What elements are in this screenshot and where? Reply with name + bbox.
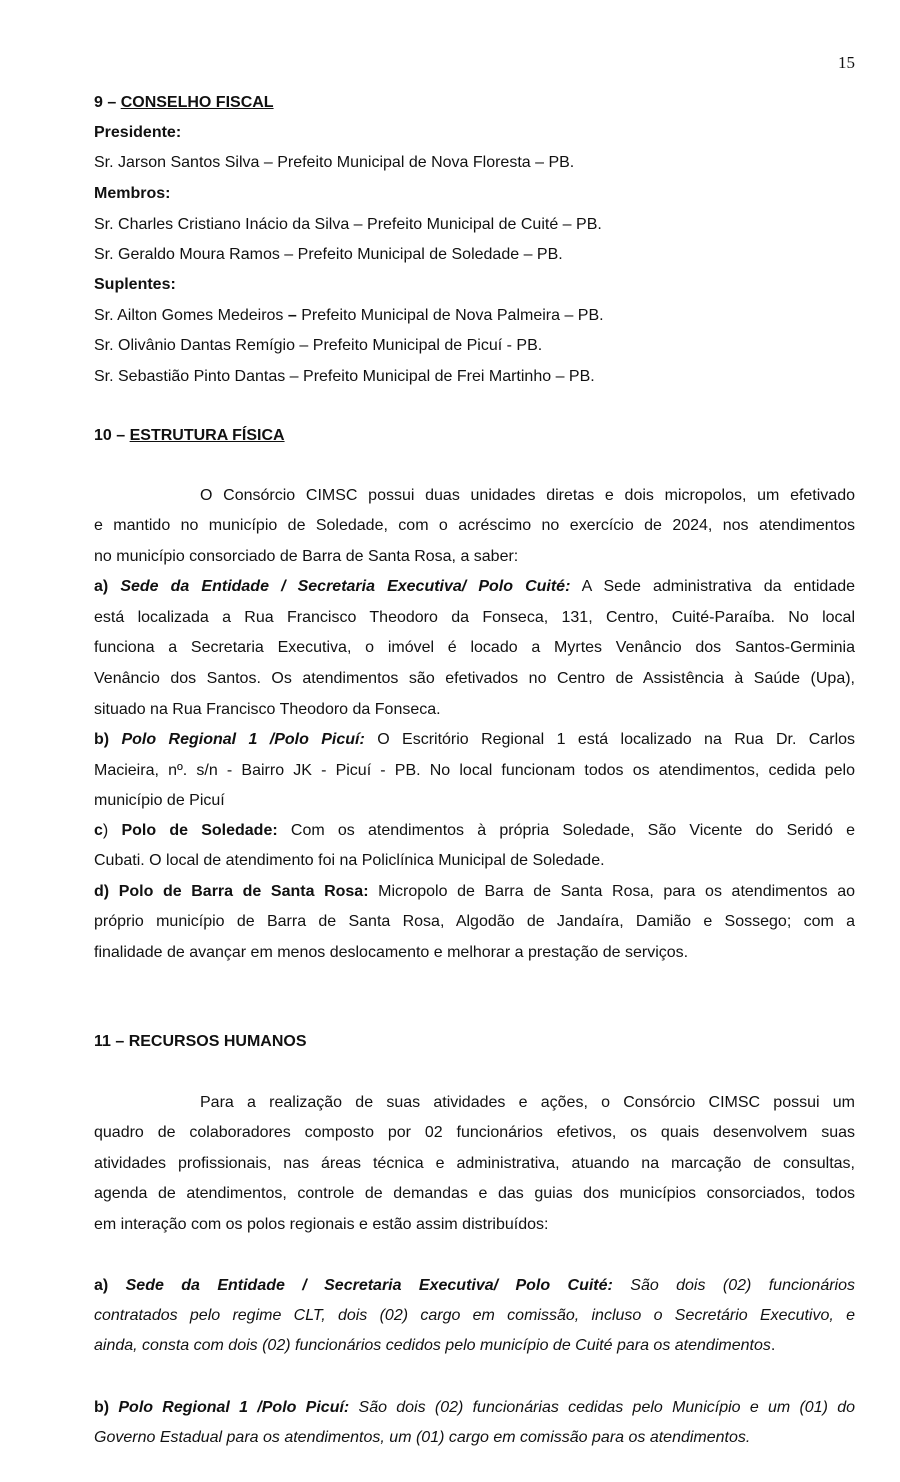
paragraph-line [94, 542, 855, 572]
text-run: quadro de colaboradores composto por 02 funcionários efetivos, os quais desenvolvem suas [94, 1124, 855, 1141]
text-run: Prefeito Municipal de Nova Palmeira – PB. [296, 307, 604, 324]
paragraph-line [94, 1301, 855, 1331]
paragraph-line [94, 1331, 855, 1361]
section-heading [94, 421, 855, 451]
text-run: Sr. Geraldo Moura Ramos – Prefeito Municipal de Soledade – PB. [94, 246, 563, 263]
paragraph-line [94, 1179, 855, 1209]
paragraph-line [94, 603, 855, 633]
text-run: CONSELHO FISCAL [120, 94, 274, 111]
text-run: Sr. Sebastião Pinto Dantas – Prefeito Municipal de Frei Martinho – PB. [94, 368, 595, 385]
text-run: Micropolo de Barra de Santa Rosa, para os atendimentos ao [368, 883, 856, 900]
text-run: ESTRUTURA FÍSICA [129, 427, 285, 444]
paragraph-line [94, 877, 855, 907]
text-run: Sr. Olivânio Dantas Remígio – Prefeito Municipal de Picuí - PB. [94, 337, 543, 354]
paragraph-line [94, 1210, 855, 1240]
text-run: 10 – [94, 427, 130, 444]
text-run: Com os atendimentos à própria Soledade, São Vicente do Seridó e [277, 822, 855, 839]
paragraph-line [94, 725, 855, 755]
paragraph-line [94, 1423, 855, 1453]
paragraph-line [94, 1271, 855, 1301]
paragraph-line [94, 1149, 855, 1179]
paragraph-line [94, 1393, 855, 1423]
text-run: d) Polo de Barra de Santa Rosa: [94, 883, 369, 900]
page-number: 15 [838, 53, 855, 72]
text-run: a) [94, 1277, 126, 1294]
text-run: 11 – RECURSOS HUMANOS [94, 1033, 307, 1050]
text-run: Membros: [94, 185, 171, 202]
text-run: O Escritório Regional 1 está localizado na Rua Dr. Carlos [364, 731, 856, 748]
text-run: Venâncio dos Santos. Os atendimentos são efetivados no Centro de Assistência à Saúde (Upa), [94, 670, 855, 687]
text-run: A Sede administrativa da entidade [570, 578, 856, 595]
text-run: agenda de atendimentos, controle de demandas e das guias dos municípios consorciados, todos [94, 1185, 855, 1202]
text-run: – [287, 307, 297, 324]
paragraph-line [94, 664, 855, 694]
label [94, 270, 855, 300]
paragraph-line [94, 572, 855, 602]
text-run: contratados pelo regime CLT, dois (02) cargo em comissão, incluso o Secretário Executivo, e [94, 1307, 855, 1324]
text-run: a) [94, 578, 121, 595]
section-heading [94, 1027, 855, 1057]
text-run: Polo Regional 1 /Polo Picuí: [118, 1399, 350, 1416]
text-run: está localizada a Rua Francisco Theodoro da Fonseca, 131, Centro, Cuité-Paraíba. No local [94, 609, 855, 626]
text-run: São dois (02) funcionárias cedidas pelo Município e um (01) do [349, 1399, 856, 1416]
text-run: em interação com os polos regionais e estão assim distribuídos: [94, 1216, 549, 1233]
text-run: Presidente: [94, 124, 182, 141]
text-run: São dois (02) funcionários [612, 1277, 856, 1294]
text-run: Sr. Ailton Gomes Medeiros [94, 307, 288, 324]
paragraph-line [94, 511, 855, 541]
paragraph-line [94, 938, 855, 968]
paragraph-line [94, 695, 855, 725]
paragraph-line [94, 816, 855, 846]
list-item [94, 240, 855, 270]
label [94, 118, 855, 148]
text-run: Polo Regional 1 /Polo Picuí: [121, 731, 365, 748]
text-run: atividades profissionais, nas áreas técnica e administrativa, atuando na marcação de consultas, [94, 1155, 855, 1172]
text-run: c [94, 822, 103, 839]
text-run: b) [94, 731, 122, 748]
list-item [94, 210, 855, 240]
list-item [94, 301, 855, 331]
paragraph-line [94, 1118, 855, 1148]
paragraph-line [94, 756, 855, 786]
text-run: próprio município de Barra de Santa Rosa, Algodão de Jandaíra, Damião e Sossego; com a [94, 913, 855, 930]
text-run: Polo de Soledade: [121, 822, 278, 839]
text-run: Suplentes: [94, 276, 176, 293]
text-run: ) [102, 822, 122, 839]
text-run: 9 – [94, 94, 121, 111]
text-run: Macieira, nº. s/n - Bairro JK - Picuí - PB. No local funcionam todos os atendimentos, cedida pelo [94, 762, 855, 779]
text-run: b) [94, 1399, 119, 1416]
text-run: e mantido no município de Soledade, com o acréscimo no exercício de 2024, nos atendimentos [94, 517, 855, 534]
text-run: Sr. Charles Cristiano Inácio da Silva – Prefeito Municipal de Cuité – PB. [94, 216, 602, 233]
text-run: Sr. Jarson Santos Silva – Prefeito Municipal de Nova Floresta – PB. [94, 154, 575, 171]
paragraph-line [200, 1088, 855, 1118]
paragraph-line [94, 786, 855, 816]
text-run: no município consorciado de Barra de Santa Rosa, a saber: [94, 548, 519, 565]
list-item [94, 148, 855, 178]
paragraph-line [94, 907, 855, 937]
text-run: Sede da Entidade / Secretaria Executiva/ Polo Cuité: [120, 578, 571, 595]
text-run: município de Picuí [94, 792, 225, 809]
label [94, 179, 855, 209]
list-item [94, 362, 855, 392]
text-run: O Consórcio CIMSC possui duas unidades diretas e dois micropolos, um efetivado [200, 487, 855, 504]
paragraph-line [94, 846, 855, 876]
list-item [94, 331, 855, 361]
paragraph-line [94, 633, 855, 663]
paragraph-line [200, 481, 855, 511]
text-run: Governo Estadual para os atendimentos, um (01) cargo em comissão para os atendimentos. [94, 1429, 751, 1446]
text-run: ainda, consta com dois (02) funcionários cedidos pelo município de Cuité para os atendimentos [94, 1337, 771, 1354]
text-run: Para a realização de suas atividades e ações, o Consórcio CIMSC possui um [200, 1094, 855, 1111]
text-run: . [770, 1337, 776, 1354]
section-heading [94, 88, 855, 118]
text-run: Cubati. O local de atendimento foi na Policlínica Municipal de Soledade. [94, 852, 605, 869]
text-run: funciona a Secretaria Executiva, o imóvel é locado a Myrtes Venâncio dos Santos-Germinia [94, 639, 855, 656]
text-run: Sede da Entidade / Secretaria Executiva/ Polo Cuité: [125, 1277, 613, 1294]
text-run: situado na Rua Francisco Theodoro da Fonseca. [94, 701, 441, 718]
text-run: finalidade de avançar em menos deslocamento e melhorar a prestação de serviços. [94, 944, 689, 961]
